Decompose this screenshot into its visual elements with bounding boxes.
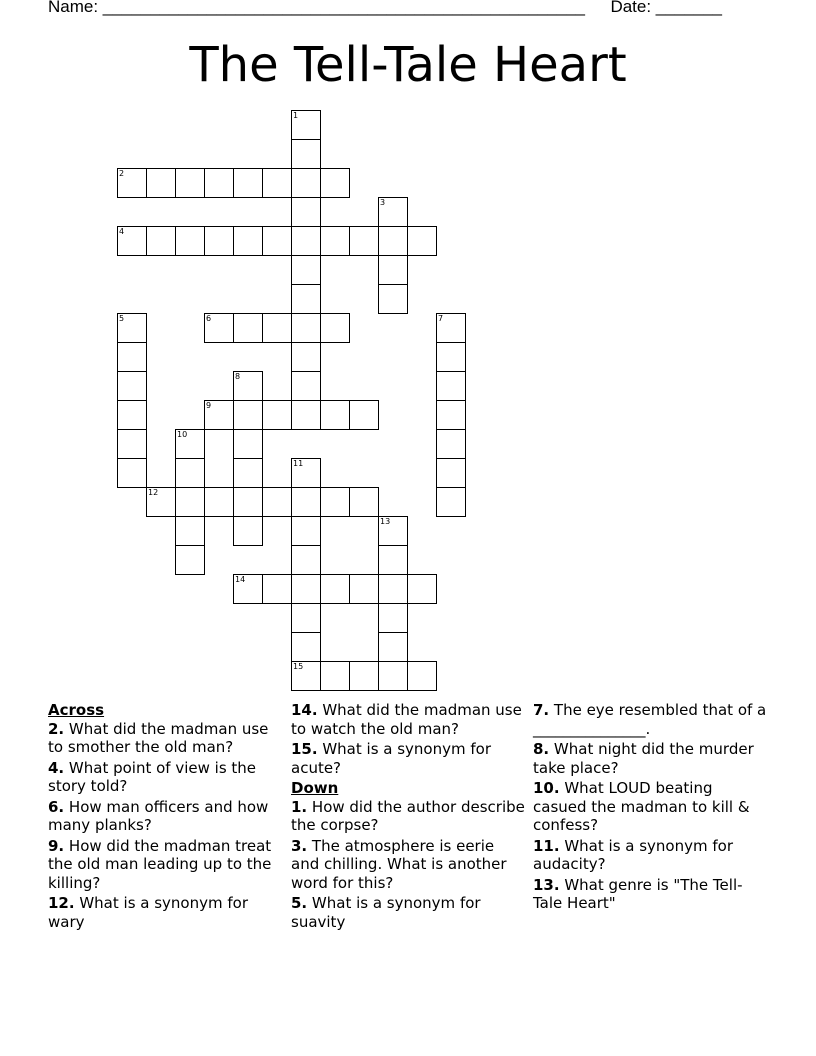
section-heading: Down	[291, 779, 339, 797]
crossword-cell[interactable]	[175, 458, 205, 488]
crossword-cell[interactable]	[291, 342, 321, 372]
crossword-cell[interactable]	[291, 110, 321, 140]
crossword-cell[interactable]	[175, 545, 205, 575]
crossword-cell[interactable]	[291, 139, 321, 169]
crossword-cell[interactable]	[204, 313, 234, 343]
crossword-cell[interactable]	[291, 458, 321, 488]
crossword-cell[interactable]	[320, 661, 350, 691]
crossword-cell[interactable]	[436, 342, 466, 372]
clue-number: 1	[293, 111, 299, 120]
crossword-cell[interactable]	[291, 313, 321, 343]
crossword-cell[interactable]	[320, 400, 350, 430]
crossword-cell[interactable]	[320, 168, 350, 198]
crossword-cell[interactable]	[291, 400, 321, 430]
crossword-cell[interactable]	[175, 226, 205, 256]
crossword-cell[interactable]	[291, 371, 321, 401]
clue-number-label: 2.	[48, 719, 65, 738]
crossword-cell[interactable]	[378, 661, 408, 691]
crossword-cell[interactable]	[117, 458, 147, 488]
crossword-cell[interactable]	[146, 226, 176, 256]
crossword-cell[interactable]	[320, 487, 350, 517]
crossword-cell[interactable]	[233, 516, 263, 546]
clue-text: What did the madman use to watch the old man?	[291, 701, 522, 738]
crossword-cell[interactable]	[436, 429, 466, 459]
crossword-cell[interactable]	[436, 400, 466, 430]
clue-number: 2	[119, 169, 125, 178]
crossword-cell[interactable]	[291, 168, 321, 198]
crossword-cell[interactable]	[175, 516, 205, 546]
clues-column-3	[533, 701, 769, 915]
clue-number: 8	[235, 372, 241, 381]
crossword-cell[interactable]	[378, 516, 408, 546]
page-title: The Tell-Tale Heart	[189, 37, 627, 93]
clue-text: What genre is "The Tell-Tale Heart"	[533, 875, 743, 912]
clue-item	[48, 759, 284, 796]
crossword-cell[interactable]	[204, 487, 234, 517]
clue-number: 4	[119, 227, 125, 236]
crossword-cell[interactable]	[117, 226, 147, 256]
clue-number: 11	[293, 459, 304, 468]
clue-text: The atmosphere is eerie and chilling. What is another word for this?	[291, 836, 507, 892]
clue-text: What is a synonym for audacity?	[533, 836, 734, 873]
crossword-cell[interactable]	[233, 574, 263, 604]
clue-item	[533, 837, 769, 874]
clue-number: 15	[293, 662, 304, 671]
clue-text: What night did the murder take place?	[533, 740, 754, 777]
crossword-cell[interactable]	[436, 458, 466, 488]
crossword-cell[interactable]	[349, 226, 379, 256]
crossword-cell[interactable]	[204, 400, 234, 430]
clue-item	[48, 798, 284, 835]
crossword-cell[interactable]	[262, 487, 292, 517]
crossword-cell[interactable]	[233, 400, 263, 430]
crossword-cell[interactable]	[262, 400, 292, 430]
clue-text: What is a synonym for suavity	[291, 894, 481, 931]
crossword-cell[interactable]	[262, 226, 292, 256]
clues-column-2	[291, 701, 527, 933]
crossword-cell[interactable]	[407, 226, 437, 256]
clue-number-label: 1.	[291, 797, 308, 816]
crossword-cell[interactable]	[233, 371, 263, 401]
clue-item	[533, 740, 769, 777]
crossword-cell[interactable]	[233, 168, 263, 198]
crossword-cell[interactable]	[378, 574, 408, 604]
clue-text: What is a synonym for wary	[48, 894, 249, 931]
clue-item	[291, 837, 527, 893]
crossword-cell[interactable]	[175, 168, 205, 198]
clue-text: What point of view is the story told?	[48, 758, 257, 795]
clue-item	[291, 798, 527, 835]
clue-number-label: 8.	[533, 740, 550, 758]
crossword-cell[interactable]	[175, 429, 205, 459]
date-field-label: Date: _______	[610, 0, 722, 16]
clue-number: 12	[148, 488, 159, 497]
clue-number-label: 4.	[48, 758, 65, 777]
crossword-cell[interactable]	[233, 313, 263, 343]
clue-item	[291, 894, 527, 931]
crossword-cell[interactable]	[117, 313, 147, 343]
clue-number: 10	[177, 430, 188, 439]
crossword-cell[interactable]	[233, 226, 263, 256]
clue-number-label: 13.	[533, 875, 560, 894]
crossword-cell[interactable]	[233, 429, 263, 459]
clue-number-label: 15.	[291, 740, 318, 758]
crossword-cell[interactable]	[291, 197, 321, 227]
crossword-cell[interactable]	[407, 574, 437, 604]
clue-number: 13	[380, 517, 391, 526]
clue-text: What is a synonym for acute?	[291, 740, 492, 777]
crossword-cell[interactable]	[291, 516, 321, 546]
clue-item	[48, 837, 284, 893]
clue-text: How man officers and how many planks?	[48, 797, 269, 834]
crossword-cell[interactable]	[117, 342, 147, 372]
crossword-cell[interactable]	[291, 603, 321, 633]
clue-item	[48, 720, 284, 757]
crossword-cell[interactable]	[175, 487, 205, 517]
clue-text: What LOUD beating casued the madman to kill & confess?	[533, 779, 750, 834]
crossword-cell[interactable]	[291, 284, 321, 314]
crossword-cell[interactable]	[407, 661, 437, 691]
clue-number: 9	[206, 401, 212, 410]
crossword-cell[interactable]	[291, 545, 321, 575]
crossword-cell[interactable]	[291, 632, 321, 662]
crossword-cell[interactable]	[233, 458, 263, 488]
section-heading: Across	[48, 701, 105, 719]
clue-item	[533, 779, 769, 835]
crossword-cell[interactable]	[436, 313, 466, 343]
crossword-cell[interactable]	[146, 487, 176, 517]
crossword-cell[interactable]	[349, 574, 379, 604]
crossword-cell[interactable]	[291, 661, 321, 691]
crossword-cell[interactable]	[117, 371, 147, 401]
crossword-cell[interactable]	[378, 603, 408, 633]
crossword-cell[interactable]	[117, 400, 147, 430]
clue-number: 6	[206, 314, 212, 323]
clue-number-label: 3.	[291, 836, 308, 855]
crossword-cell[interactable]	[378, 255, 408, 285]
clue-number: 5	[119, 314, 125, 323]
clue-number-label: 7.	[533, 701, 550, 719]
crossword-cell[interactable]	[436, 487, 466, 517]
clue-text: How did the madman treat the old man leading up to the killing?	[48, 836, 272, 892]
clue-text: How did the author describe the corpse?	[291, 797, 525, 834]
clue-number-label: 11.	[533, 836, 560, 855]
crossword-cell[interactable]	[378, 197, 408, 227]
crossword-cell[interactable]	[204, 168, 234, 198]
clue-number: 7	[438, 314, 444, 323]
crossword-cell[interactable]	[349, 400, 379, 430]
crossword-cell[interactable]	[378, 226, 408, 256]
clue-number-label: 10.	[533, 779, 560, 797]
clue-item	[48, 894, 284, 931]
clue-number-label: 9.	[48, 836, 65, 855]
crossword-cell[interactable]	[291, 255, 321, 285]
clue-number-label: 5.	[291, 894, 308, 912]
crossword-cell[interactable]	[117, 429, 147, 459]
clue-item	[291, 701, 527, 738]
crossword-cell[interactable]	[320, 226, 350, 256]
crossword-cell[interactable]	[291, 574, 321, 604]
crossword-cell[interactable]	[378, 545, 408, 575]
crossword-cell[interactable]	[291, 487, 321, 517]
crossword-cell[interactable]	[378, 284, 408, 314]
clue-text: The eye resembled that of a _______________.	[533, 701, 767, 738]
crossword-cell[interactable]	[233, 487, 263, 517]
crossword-cell[interactable]	[262, 168, 292, 198]
name-field-label: Name: ___________________________________________________	[48, 0, 585, 16]
crossword-cell[interactable]	[320, 313, 350, 343]
clue-item	[533, 701, 769, 738]
crossword-cell[interactable]	[378, 632, 408, 662]
crossword-cell[interactable]	[349, 661, 379, 691]
clue-item	[533, 876, 769, 913]
clue-number-label: 6.	[48, 797, 65, 816]
crossword-cell[interactable]	[349, 487, 379, 517]
clue-text: What did the madman use to smother the old man?	[48, 719, 269, 756]
crossword-cell[interactable]	[262, 574, 292, 604]
crossword-cell[interactable]	[436, 371, 466, 401]
crossword-cell[interactable]	[291, 226, 321, 256]
crossword-cell[interactable]	[146, 168, 176, 198]
crossword-cell[interactable]	[117, 168, 147, 198]
crossword-cell[interactable]	[262, 313, 292, 343]
crossword-cell[interactable]	[204, 226, 234, 256]
clues-column-1	[48, 701, 284, 933]
clue-number: 3	[380, 198, 386, 207]
crossword-cell[interactable]	[320, 574, 350, 604]
clue-number: 14	[235, 575, 246, 584]
clue-number-label: 12.	[48, 894, 75, 912]
clue-item	[291, 740, 527, 777]
clue-number-label: 14.	[291, 701, 318, 719]
